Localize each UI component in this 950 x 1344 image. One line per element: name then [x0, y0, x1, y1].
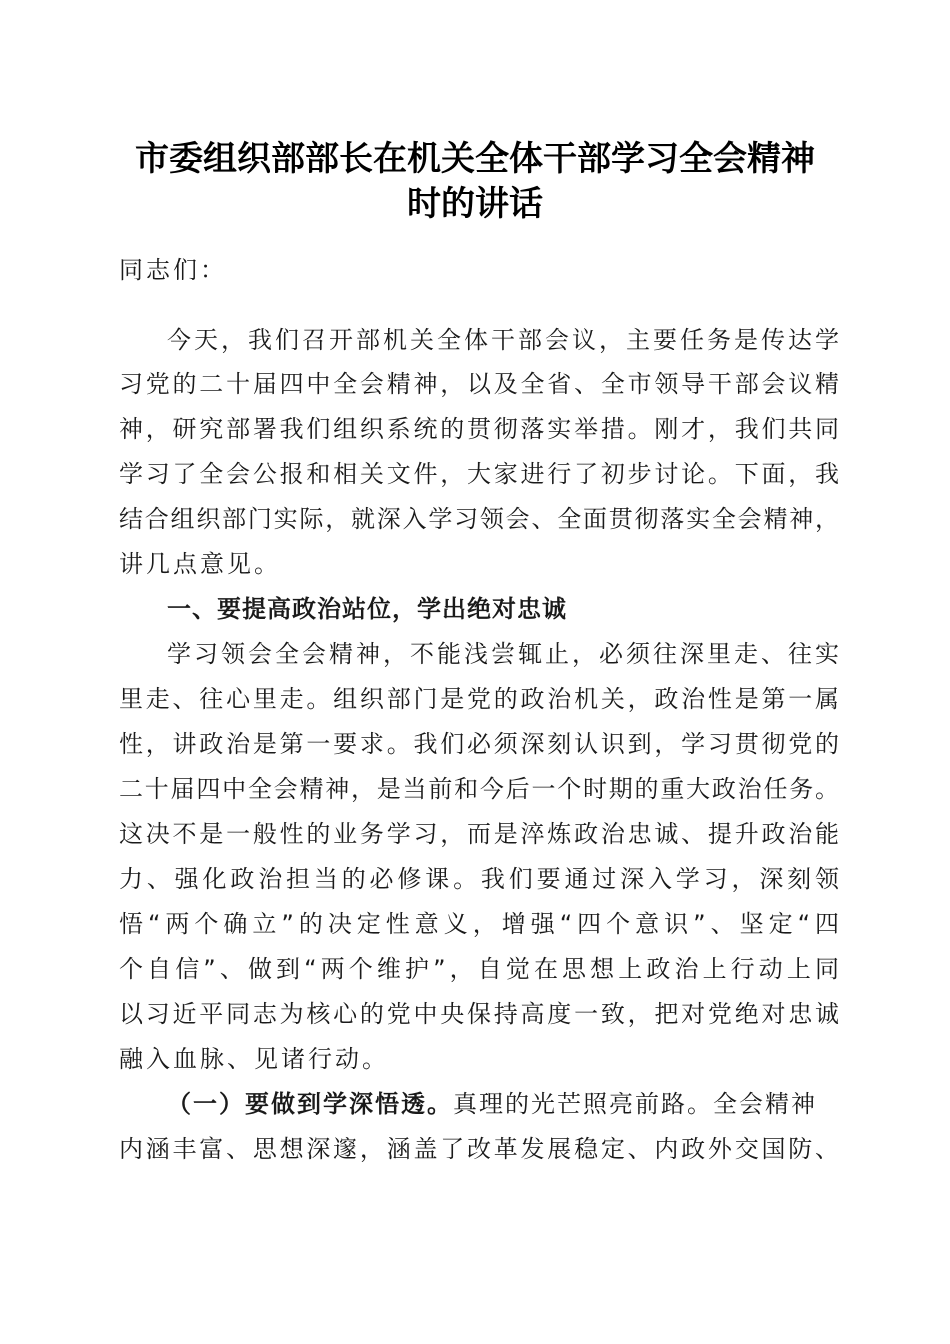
intro-line: 今天，我们召开部机关全体干部会议，主要任务是传达学 — [167, 326, 839, 354]
section-heading: 一、要提高政治站位，学出绝对忠诚 — [167, 595, 567, 623]
section-body-line: 里走、往心里走。组织部门是党的政治机关，政治性是第一属 — [119, 685, 839, 713]
section-body-line: 二十届四中全会精神，是当前和今后一个时期的重大政治任务。 — [119, 775, 839, 803]
document-title-line-2: 时的讲话 — [407, 184, 543, 224]
intro-line: 学习了全会公报和相关文件，大家进行了初步讨论。下面，我 — [119, 460, 839, 488]
section-body-line: 以习近平同志为核心的党中央保持高度一致，把对党绝对忠诚 — [119, 1000, 839, 1028]
section-body-line: 性，讲政治是第一要求。我们必须深刻认识到，学习贯彻党的 — [119, 730, 839, 758]
subsection-text: 真理的光芒照亮前路。全会精神 — [453, 1090, 817, 1118]
subsection-first-line — [167, 1087, 839, 1121]
intro-line: 习党的二十届四中全会精神，以及全省、全市领导干部会议精 — [119, 370, 839, 398]
intro-line: 结合组织部门实际，就深入学习领会、全面贯彻落实全会精神， — [119, 505, 839, 533]
intro-line: 讲几点意见。 — [119, 550, 281, 578]
section-body-line: 融入血脉、见诸行动。 — [119, 1045, 389, 1073]
intro-line: 神，研究部署我们组织系统的贯彻落实举措。刚才，我们共同 — [119, 415, 839, 443]
section-body-line: 力、强化政治担当的必修课。我们要通过深入学习，深刻领 — [119, 865, 839, 893]
subsection-body-line: 内涵丰富、思想深邃，涵盖了改革发展稳定、内政外交国防、 — [119, 1135, 839, 1163]
document-title-line-1: 市委组织部部长在机关全体干部学习全会精神 — [135, 139, 815, 179]
section-body-line: 悟“两个确立”的决定性意义，增强“四个意识”、坚定“四 — [119, 910, 839, 938]
section-body-line: 学习领会全会精神，不能浅尝辄止，必须往深里走、往实 — [167, 640, 839, 668]
section-body-line: 个自信”、做到“两个维护”，自觉在思想上政治上行动上同 — [119, 955, 839, 983]
subsection-heading: （一）要做到学深悟透。 — [167, 1090, 453, 1118]
salutation: 同志们： — [119, 256, 227, 284]
section-body-line: 这决不是一般性的业务学习，而是淬炼政治忠诚、提升政治能 — [119, 820, 839, 848]
